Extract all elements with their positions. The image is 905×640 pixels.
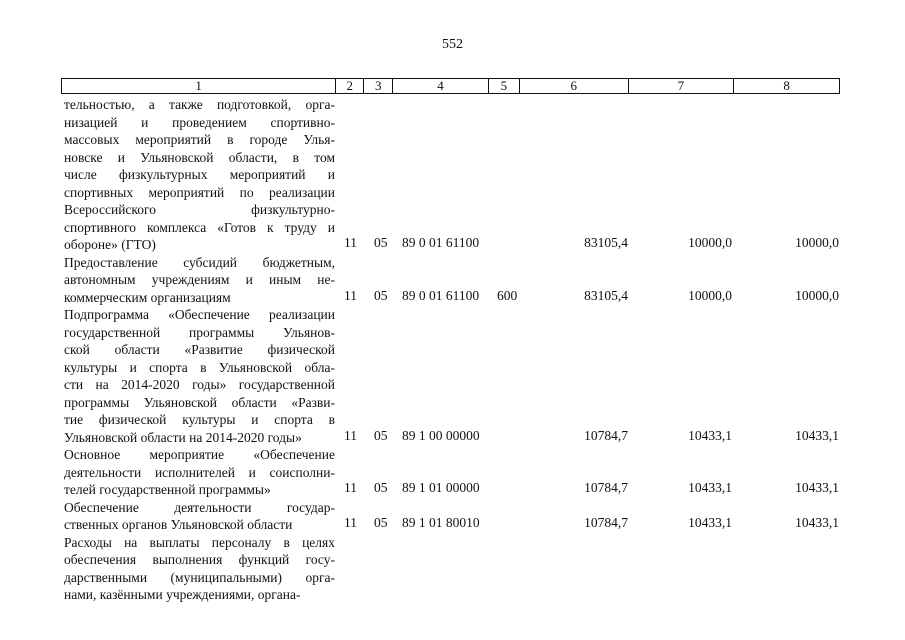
cell-c7: 10000,0: [688, 235, 732, 250]
description-line: Всероссийского физкультурно-: [64, 202, 335, 217]
row-description: [64, 534, 335, 604]
page-number: 552: [442, 37, 463, 52]
cell-c4: 89 0 01 61100: [402, 287, 480, 303]
cell-c2: 11: [344, 480, 357, 495]
description-line: тие физической культуры и спорта в: [64, 412, 335, 427]
header-col-3: 3: [364, 79, 393, 93]
row-description: [64, 499, 335, 534]
cell-c3: 05: [374, 480, 388, 495]
cell-c7: 10433,1: [688, 515, 732, 530]
cell-c6: 83105,4: [584, 235, 628, 250]
cell-c6: 83105,4: [584, 287, 628, 303]
row-description: [64, 446, 335, 499]
row-description: [64, 96, 335, 254]
description-line: обороне» (ГТО): [64, 237, 156, 252]
cell-c2: 11: [344, 235, 357, 250]
header-col-1: 1: [62, 79, 336, 93]
description-line: Обеспечение деятельности государ-: [64, 499, 335, 515]
cell-c6: 10784,7: [584, 515, 628, 530]
cell-c3: 05: [374, 515, 388, 530]
description-line: массовых мероприятий в городе Улья-: [64, 132, 335, 147]
description-line: ской области «Развитие физической: [64, 342, 335, 357]
cell-c7: 10000,0: [688, 287, 732, 303]
table-header: [61, 78, 840, 94]
cell-c4: 89 1 01 00000: [402, 480, 480, 495]
row-description: [64, 306, 335, 446]
header-col-6: 6: [520, 79, 629, 93]
description-line: спортивных мероприятий по реализации: [64, 184, 335, 200]
description-line: Расходы на выплаты персоналу в целях: [64, 534, 335, 550]
description-line: спортивного комплекса «Готов к труду и: [64, 219, 335, 235]
cell-c7: 10433,1: [688, 480, 732, 495]
description-line: сти на 2014-2020 годы» государственной: [64, 377, 335, 392]
cell-c8: 10433,1: [795, 427, 839, 443]
header-col-5: 5: [489, 79, 520, 93]
header-col-4: 4: [393, 79, 489, 93]
description-line: ственных органов Ульяновской области: [64, 517, 293, 532]
cell-c6: 10784,7: [584, 480, 628, 495]
cell-c3: 05: [374, 427, 388, 443]
description-line: деятельности исполнителей и соисполни-: [64, 464, 335, 480]
row-description: [64, 254, 335, 307]
description-line: дарственными (муниципальными) орга-: [64, 569, 335, 585]
cell-c3: 05: [374, 287, 388, 303]
cell-c8: 10433,1: [795, 480, 839, 495]
cell-c5: 600: [497, 287, 518, 303]
cell-c8: 10000,0: [795, 287, 839, 303]
cell-c2: 11: [344, 287, 357, 303]
cell-c8: 10433,1: [795, 515, 839, 530]
description-line: коммерческим организациям: [64, 289, 231, 305]
description-line: тельностью, а также подготовкой, орга-: [64, 97, 335, 112]
description-line: обеспечения выполнения функций госу-: [64, 552, 335, 567]
description-line: низацией и проведением спортивно-: [64, 114, 335, 130]
description-line: новске и Ульяновской области, в том: [64, 149, 335, 165]
cell-c3: 05: [374, 235, 388, 250]
description-line: числе физкультурных мероприятий и: [64, 167, 335, 182]
cell-c4: 89 1 01 80010: [402, 515, 480, 530]
cell-c6: 10784,7: [584, 427, 628, 443]
description-line: Ульяновской области на 2014-2020 годы»: [64, 429, 302, 445]
header-col-2: 2: [336, 79, 364, 93]
cell-c4: 89 1 00 00000: [402, 427, 480, 443]
header-col-7: 7: [629, 79, 735, 93]
description-line: нами, казёнными учреждениями, органа-: [64, 587, 301, 602]
cell-c8: 10000,0: [795, 235, 839, 250]
description-line: Основное мероприятие «Обеспечение: [64, 447, 335, 462]
cell-c4: 89 0 01 61100: [402, 235, 480, 250]
cell-c2: 11: [344, 515, 357, 530]
description-line: программы Ульяновской области «Разви-: [64, 394, 335, 410]
description-line: культуры и спорта в Ульяновской обла-: [64, 359, 335, 375]
cell-c7: 10433,1: [688, 427, 732, 443]
description-line: государственной программы Ульянов-: [64, 324, 335, 340]
header-col-8: 8: [783, 78, 790, 93]
cell-c2: 11: [344, 427, 357, 443]
description-line: Подпрограмма «Обеспечение реализации: [64, 307, 335, 322]
description-line: Предоставление субсидий бюджетным,: [64, 254, 335, 270]
description-line: автономным учреждениям и иным не-: [64, 272, 335, 287]
description-line: телей государственной программы»: [64, 482, 271, 497]
